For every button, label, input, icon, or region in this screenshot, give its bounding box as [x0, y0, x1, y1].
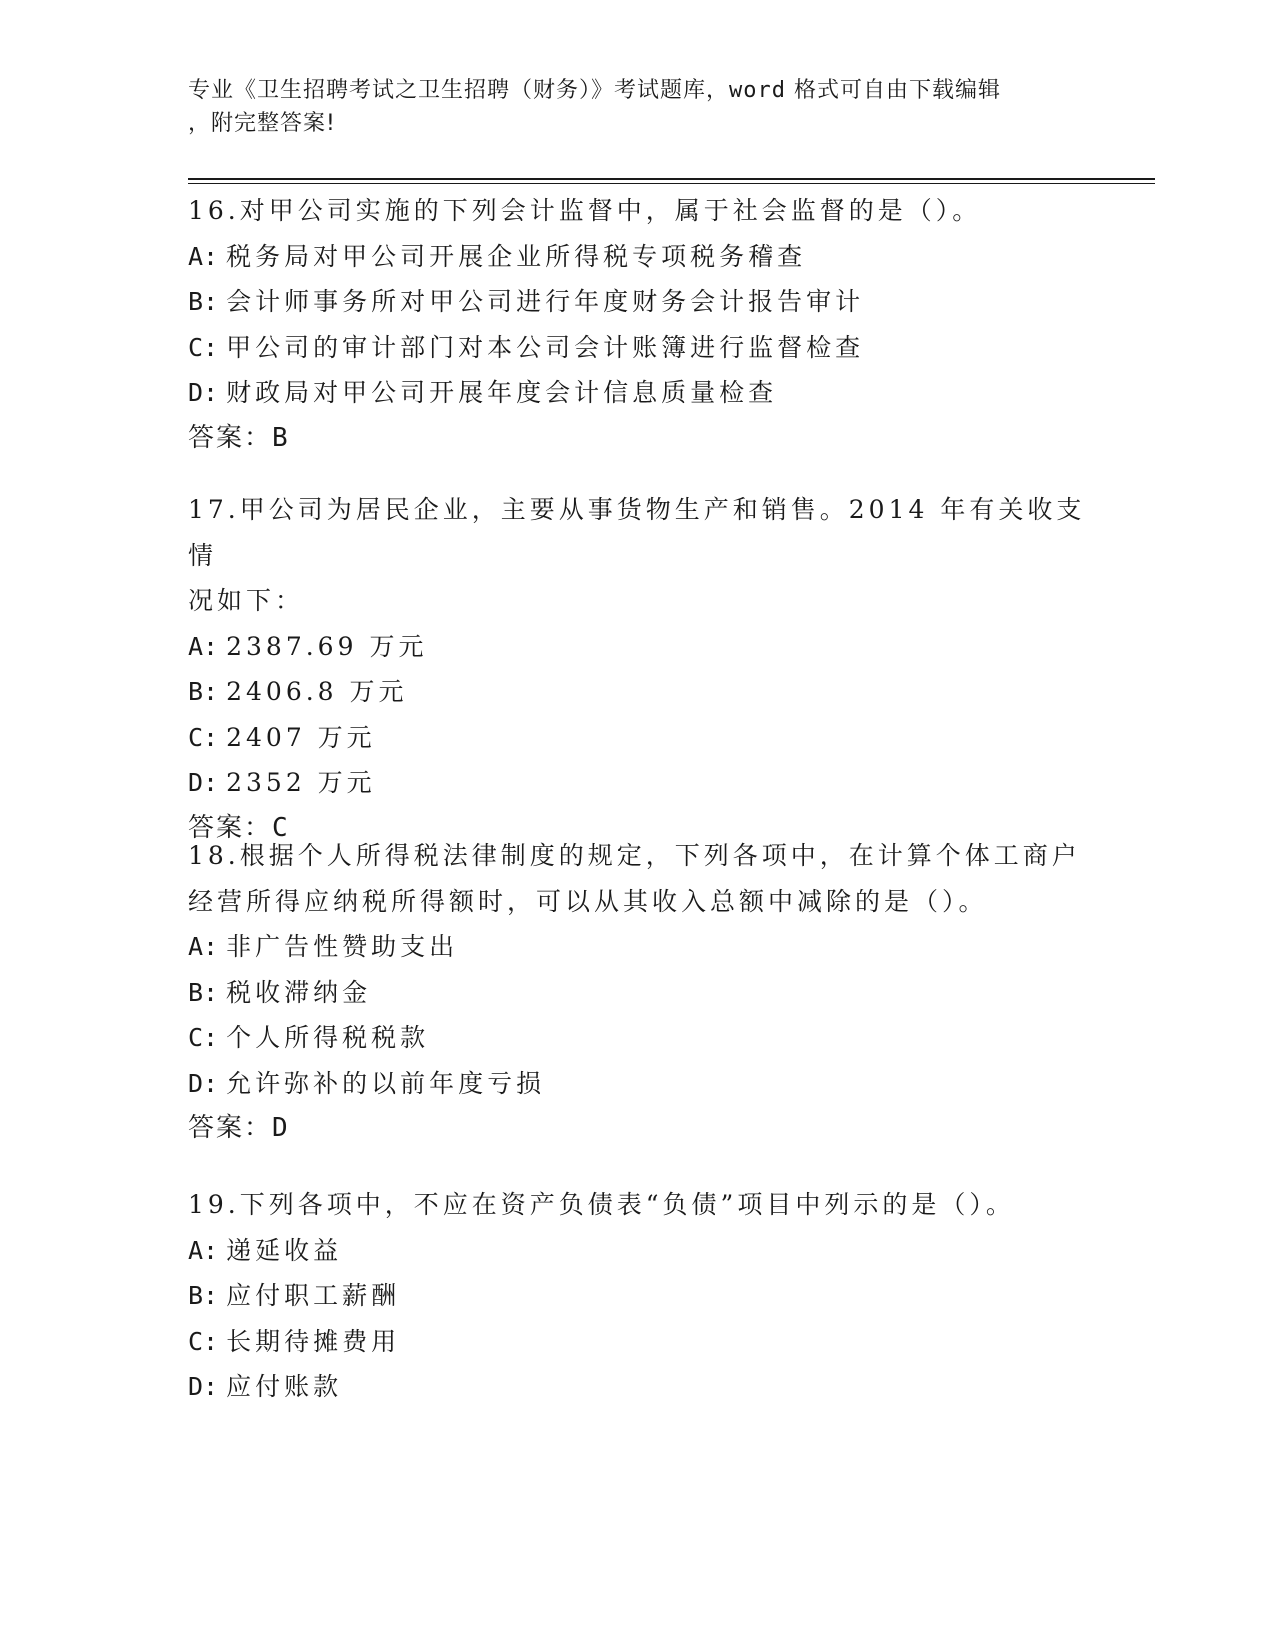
- option-letter: C:: [188, 1326, 219, 1356]
- question-17: [188, 487, 1088, 851]
- answer-label: 答案：: [188, 812, 273, 843]
- option-text: 非广告性赞助支出: [226, 932, 459, 961]
- header-text-tail: 格式可自由下载编辑: [786, 78, 1001, 103]
- option-letter: B:: [188, 977, 219, 1007]
- option-letter: A:: [188, 932, 219, 961]
- option-d: [188, 760, 1088, 806]
- option-letter: C:: [188, 722, 219, 752]
- header-divider-thick: [188, 178, 1155, 180]
- option-b: [188, 669, 1088, 715]
- option-text: 2407 万元: [226, 722, 376, 752]
- answer-value: D: [272, 1113, 290, 1143]
- option-letter: A:: [188, 1235, 219, 1265]
- option-text: 2387.69 万元: [226, 631, 428, 661]
- answer-label: 答案：: [188, 1113, 273, 1143]
- question-16: [188, 188, 1088, 461]
- option-c: [188, 1015, 1088, 1061]
- answer-value: C: [272, 812, 290, 843]
- option-text: 应付账款: [226, 1372, 343, 1401]
- option-text: 甲公司的审计部门对本公司会计账簿进行监督检查: [226, 332, 865, 362]
- option-letter: B:: [188, 677, 219, 706]
- question-19: [188, 1182, 1088, 1410]
- header-line-1: [188, 74, 1088, 107]
- document-header: [188, 74, 1088, 140]
- option-letter: D:: [188, 1372, 219, 1401]
- option-a: [188, 1228, 1088, 1274]
- option-d: [188, 1364, 1088, 1410]
- option-letter: B:: [188, 1281, 219, 1310]
- option-text: 应付职工薪酬: [226, 1281, 401, 1310]
- answer-label: 答案：: [188, 422, 273, 453]
- option-letter: B:: [188, 287, 219, 316]
- question-stem: 19.下列各项中，不应在资产负债表“负债”项目中列示的是（）。: [188, 1190, 1015, 1219]
- option-a: [188, 924, 1088, 970]
- option-text: 个人所得税税款: [226, 1023, 430, 1052]
- answer-line: [188, 416, 1088, 462]
- answer-value: B: [272, 422, 290, 453]
- option-b: [188, 1273, 1088, 1319]
- option-a: [188, 624, 1088, 670]
- option-b: [188, 279, 1088, 325]
- option-a: [188, 234, 1088, 280]
- option-letter: D:: [188, 768, 219, 797]
- header-text: 专业《卫生招聘考试之卫生招聘（财务）》考试题库，: [188, 78, 730, 103]
- option-text: 允许弥补的以前年度亏损: [226, 1068, 546, 1098]
- option-letter: A:: [188, 241, 219, 271]
- option-d: [188, 1061, 1088, 1107]
- option-letter: D:: [188, 1068, 219, 1098]
- option-letter: C:: [188, 1023, 219, 1052]
- question-stem: 16.对甲公司实施的下列会计监督中，属于社会监督的是（）。: [188, 196, 982, 225]
- option-c: [188, 715, 1088, 761]
- option-d: [188, 370, 1088, 416]
- option-text: 长期待摊费用: [226, 1326, 401, 1356]
- header-word-text: word: [729, 78, 786, 103]
- header-divider-thin: [188, 183, 1155, 184]
- question-stem-line-1: 17.甲公司为居民企业，主要从事货物生产和销售。2014 年有关收支情: [188, 495, 1086, 570]
- option-text: 递延收益: [226, 1235, 343, 1265]
- option-text: 2352 万元: [226, 768, 376, 797]
- option-letter: D:: [188, 378, 219, 407]
- option-text: 税收滞纳金: [226, 977, 372, 1007]
- option-text: 会计师事务所对甲公司进行年度财务会计报告审计: [226, 287, 865, 316]
- answer-line: [188, 1106, 1088, 1152]
- option-letter: A:: [188, 631, 219, 661]
- option-text: 2406.8 万元: [226, 677, 408, 706]
- option-c: [188, 325, 1088, 371]
- option-c: [188, 1319, 1088, 1365]
- header-line-2: ，附完整答案!: [188, 111, 336, 136]
- question-stem-line-1: 18.根据个人所得税法律制度的规定，下列各项中，在计算个体工商户: [188, 841, 1081, 870]
- question-stem-line-2: 况如下：: [188, 586, 305, 615]
- option-letter: C:: [188, 332, 219, 362]
- question-stem-line-2: 经营所得应纳税所得额时，可以从其收入总额中减除的是（）。: [188, 886, 988, 916]
- option-text: 财政局对甲公司开展年度会计信息质量检查: [226, 378, 778, 407]
- option-b: [188, 970, 1088, 1016]
- option-text: 税务局对甲公司开展企业所得税专项税务稽查: [226, 241, 807, 271]
- question-18: [188, 833, 1088, 1152]
